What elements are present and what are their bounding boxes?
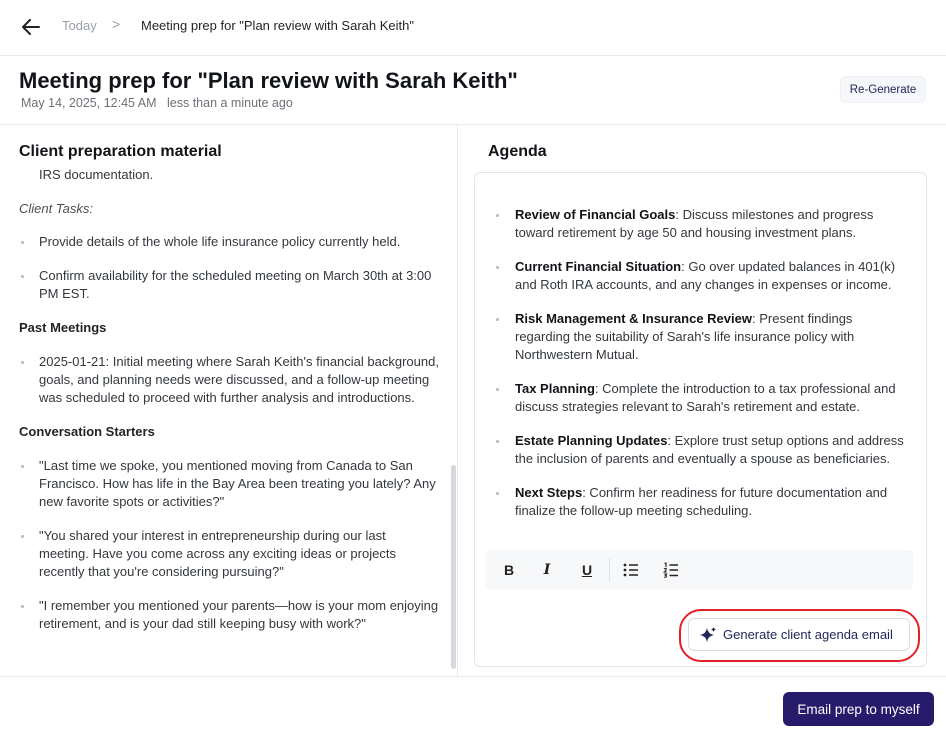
- agenda-item: [495, 206, 905, 242]
- numbered-list-icon: [663, 562, 679, 578]
- agenda-item-label: Next Steps: [515, 485, 583, 500]
- list-item: "You shared your interest in entrepreneurship during our last meeting. Have you come across any exciting ideas or projects recently that you're considering pursuing?": [19, 527, 439, 581]
- arrow-left-icon: [22, 19, 40, 35]
- italic-button[interactable]: I: [543, 562, 551, 578]
- agenda-item: [495, 484, 905, 520]
- regenerate-button[interactable]: Re-Generate: [840, 76, 926, 103]
- agenda-item: [495, 310, 905, 364]
- list-item: "I remember you mentioned your parents—how is your mom enjoying retirement, and is your dad still keeping busy with work?": [19, 597, 439, 633]
- conversation-starters-list: [19, 457, 439, 633]
- agenda-item-label: Estate Planning Updates: [515, 433, 668, 448]
- agenda-item-label: Tax Planning: [515, 381, 595, 396]
- page-header: [0, 56, 946, 125]
- chevron-right-icon: >: [112, 16, 121, 32]
- agenda-item-text: : Complete the introduction to a tax professional and discuss strategies relevant to Sarah's retirement and estate.: [515, 381, 896, 414]
- client-prep-panel: [0, 125, 458, 676]
- generate-agenda-email-button[interactable]: [688, 618, 910, 651]
- list-item: "Last time we spoke, you mentioned moving from Canada to San Francisco. How has life in the Bay Area been treating you lately? Any new favorite spots or activities?": [19, 457, 439, 511]
- agenda-item: [495, 432, 905, 468]
- agenda-item-label: Current Financial Situation: [515, 259, 682, 274]
- page-title: Meeting prep for "Plan review with Sarah Keith": [19, 68, 518, 93]
- numbered-list-button[interactable]: [657, 556, 685, 584]
- past-meetings-list: [19, 353, 439, 407]
- agenda-item: [495, 380, 905, 416]
- scrollbar[interactable]: [451, 465, 456, 669]
- format-toolbar: [486, 550, 913, 590]
- client-tasks-list: [19, 233, 439, 303]
- bold-button[interactable]: B: [503, 562, 515, 578]
- toolbar-divider: [609, 558, 610, 582]
- partial-line: IRS documentation.: [39, 169, 154, 182]
- bullet-list-icon: [623, 563, 639, 577]
- agenda-item-text: : Present findings regarding the suitability of Sarah's life insurance policy with Northwestern Mutual.: [515, 311, 855, 362]
- list-item: Provide details of the whole life insurance policy currently held.: [19, 233, 439, 251]
- agenda-item-label: Review of Financial Goals: [515, 207, 676, 222]
- bullet-list-button[interactable]: [617, 556, 645, 584]
- agenda-item-text: : Discuss milestones and progress toward retirement by age 50 and housing investment plans.: [515, 207, 874, 240]
- conversation-starters-heading: Conversation Starters: [19, 424, 155, 439]
- agenda-item: [495, 258, 905, 294]
- client-prep-title: Client preparation material: [19, 143, 439, 163]
- breadcrumb-today[interactable]: Today: [62, 18, 97, 33]
- agenda-item-text: : Confirm her readiness for future documentation and finalize the follow-up meeting scheduling.: [515, 485, 888, 518]
- underline-button[interactable]: U: [581, 562, 593, 578]
- top-bar: [0, 0, 946, 56]
- email-prep-button[interactable]: Email prep to myself: [783, 692, 934, 726]
- back-button[interactable]: [18, 14, 44, 40]
- agenda-item-text: : Go over updated balances in 401(k) and Roth IRA accounts, and any changes in expenses or income.: [515, 259, 896, 292]
- agenda-list[interactable]: [495, 206, 905, 536]
- client-tasks-heading: Client Tasks:: [19, 201, 93, 216]
- agenda-title: Agenda: [488, 143, 547, 160]
- agenda-item-label: Risk Management & Insurance Review: [515, 311, 752, 326]
- list-item: 2025-01-21: Initial meeting where Sarah Keith's financial background, goals, and planning needs were discussed, and a follow-up meeting was scheduled to proceed with further analysis and introductions.: [19, 353, 439, 407]
- relative-time: less than a minute ago: [167, 96, 293, 110]
- page-meta: [21, 96, 293, 110]
- client-prep-scroll[interactable]: [19, 169, 439, 676]
- created-date: May 14, 2025, 12:45 AM: [21, 96, 157, 110]
- past-meetings-heading: Past Meetings: [19, 320, 107, 335]
- generate-agenda-email-label: Generate client agenda email: [723, 627, 893, 642]
- agenda-editor[interactable]: [474, 172, 927, 667]
- breadcrumb-current: Meeting prep for "Plan review with Sarah Keith": [141, 18, 414, 33]
- sparkle-icon: [699, 626, 717, 644]
- agenda-item-text: : Explore trust setup options and address the inclusion of parents and eventually a spouse as beneficiaries.: [515, 433, 904, 466]
- footer: [0, 676, 946, 735]
- list-item: Confirm availability for the scheduled meeting on March 30th at 3:00 PM EST.: [19, 267, 439, 303]
